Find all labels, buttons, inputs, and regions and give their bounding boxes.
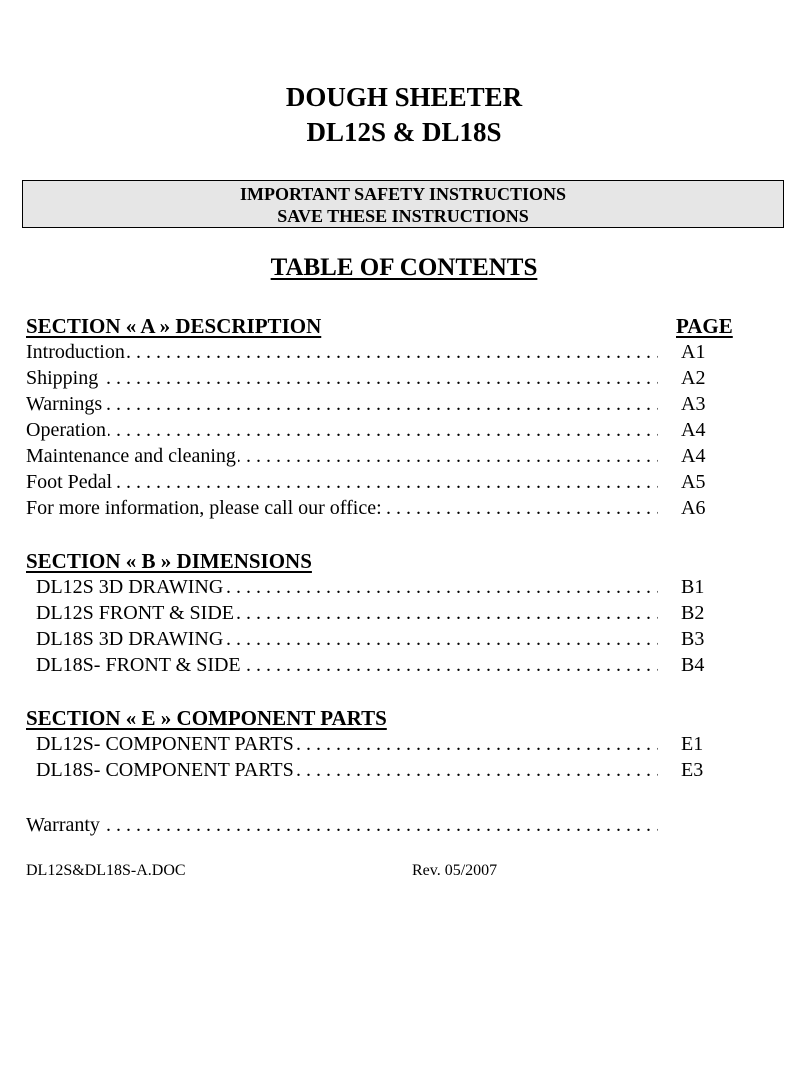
toc-entry-page: B1 — [681, 576, 705, 598]
toc-entry-page: A6 — [681, 497, 706, 519]
toc-entry-introduction — [26, 339, 658, 365]
footer-revision: Rev. 05/2007 — [412, 862, 498, 879]
toc-entry-page: A5 — [681, 471, 706, 493]
safety-notice-line2: SAVE THESE INSTRUCTIONS — [277, 206, 529, 226]
toc-entry-label: DL18S- FRONT & SIDE — [36, 654, 241, 676]
toc-entry-dl12s-3d — [36, 574, 658, 600]
toc-entry-dl12s-front-side — [36, 600, 658, 626]
toc-entry-foot-pedal — [26, 469, 658, 495]
toc-entry-more-info — [26, 495, 658, 521]
toc-entry-label: Operation — [26, 419, 106, 441]
toc-title-text: TABLE OF CONTENTS — [270, 254, 538, 281]
toc-entry-dl18s-parts — [36, 757, 658, 783]
toc-entry-label: DL12S- COMPONENT PARTS — [36, 733, 294, 755]
toc-entry-label: DL18S 3D DRAWING — [36, 628, 224, 650]
toc-entry-page: A2 — [681, 367, 706, 389]
toc-entry-label: Maintenance and cleaning — [26, 445, 236, 467]
toc-entry-page: B3 — [681, 628, 705, 650]
toc-entry-dl18s-3d — [36, 626, 658, 652]
toc-entry-page: A3 — [681, 393, 706, 415]
toc-entry-dl18s-front-side — [36, 652, 658, 678]
document-title-line1: DOUGH SHEETER — [285, 82, 523, 112]
safety-notice-line1: IMPORTANT SAFETY INSTRUCTIONS — [239, 184, 567, 204]
toc-entry-page: E1 — [681, 733, 704, 755]
toc-entry-label: Shipping — [26, 367, 99, 389]
toc-entry-label: For more information, please call our office: — [26, 497, 382, 519]
toc-entry-warnings — [26, 391, 658, 417]
toc-entry-page: E3 — [681, 759, 704, 781]
section-e-heading: SECTION « E » COMPONENT PARTS — [26, 706, 387, 730]
toc-entry-label: Warranty — [26, 814, 100, 836]
toc-entry-dl12s-parts — [36, 731, 658, 757]
document-title-line2: DL12S & DL18S — [306, 117, 502, 147]
page-column-header: PAGE — [676, 314, 733, 338]
toc-entry-page: A1 — [681, 341, 706, 363]
section-b-heading: SECTION « B » DIMENSIONS — [26, 549, 312, 573]
toc-entry-label: Introduction — [26, 341, 125, 363]
footer-doc-name: DL12S&DL18S-A.DOC — [26, 862, 186, 879]
toc-entry-label: Warnings — [26, 393, 103, 415]
toc-entry-label: DL18S- COMPONENT PARTS — [36, 759, 294, 781]
toc-entry-page: A4 — [681, 445, 706, 467]
toc-entry-maintenance — [26, 443, 658, 469]
toc-entry-label: DL12S 3D DRAWING — [36, 576, 224, 598]
toc-entry-shipping — [26, 365, 658, 391]
toc-entry-label: Foot Pedal — [26, 471, 113, 493]
toc-entry-warranty — [26, 812, 658, 838]
toc-entry-label: DL12S FRONT & SIDE — [36, 602, 234, 624]
toc-entry-operation — [26, 417, 658, 443]
toc-entry-page: A4 — [681, 419, 706, 441]
section-a-heading: SECTION « A » DESCRIPTION — [26, 314, 322, 338]
safety-notice-box — [22, 180, 784, 228]
toc-entry-page: B4 — [681, 654, 705, 676]
toc-entry-page: B2 — [681, 602, 705, 624]
toc-title — [0, 252, 808, 284]
